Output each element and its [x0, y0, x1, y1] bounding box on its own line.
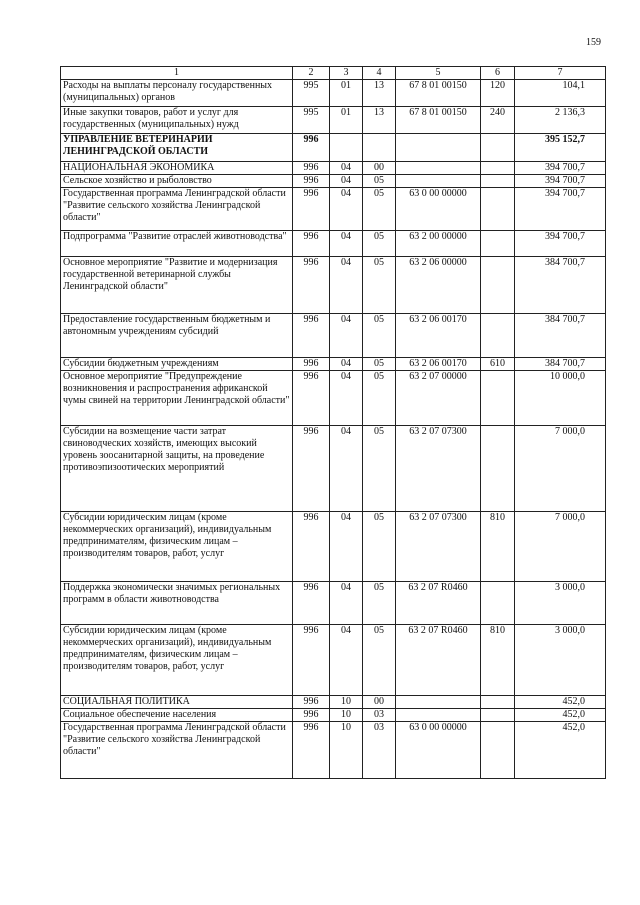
cell-vr	[481, 134, 515, 162]
cell-gr: 996	[293, 709, 330, 722]
table-row	[61, 358, 606, 371]
cell-name: Государственная программа Ленинградской области "Развитие сельского хозяйства Ленинградской области"	[61, 722, 293, 779]
cell-gr: 996	[293, 625, 330, 696]
cell-csr: 63 0 00 00000	[396, 188, 481, 231]
cell-name: Основное мероприятие "Развитие и модернизация государственной ветеринарной службы Ленинградской области"	[61, 257, 293, 314]
table-row	[61, 257, 606, 314]
table-row	[61, 426, 606, 512]
cell-name: Субсидии на возмещение части затрат свиноводческих хозяйств, имеющих высокий уровень зоосанитарной защиты, на проведение противоэпизоотических мероприятий	[61, 426, 293, 512]
cell-rz: 01	[330, 107, 363, 134]
cell-rz	[330, 134, 363, 162]
cell-pr: 13	[363, 80, 396, 107]
cell-rz: 04	[330, 512, 363, 582]
cell-pr: 05	[363, 231, 396, 257]
cell-vr	[481, 175, 515, 188]
cell-rz: 10	[330, 696, 363, 709]
cell-pr: 00	[363, 696, 396, 709]
cell-rz: 01	[330, 80, 363, 107]
header-row	[61, 67, 606, 80]
cell-csr: 63 2 07 07300	[396, 512, 481, 582]
cell-vr: 610	[481, 358, 515, 371]
cell-gr: 996	[293, 512, 330, 582]
cell-vr: 810	[481, 625, 515, 696]
cell-vr	[481, 426, 515, 512]
header-cell: 5	[396, 67, 481, 80]
cell-name: Социальное обеспечение населения	[61, 709, 293, 722]
cell-gr: 996	[293, 257, 330, 314]
cell-pr: 03	[363, 709, 396, 722]
cell-pr: 13	[363, 107, 396, 134]
cell-gr: 996	[293, 582, 330, 625]
cell-sum: 452,0	[515, 709, 606, 722]
cell-vr	[481, 188, 515, 231]
cell-name: СОЦИАЛЬНАЯ ПОЛИТИКА	[61, 696, 293, 709]
table-row	[61, 134, 606, 162]
cell-rz: 10	[330, 709, 363, 722]
cell-sum: 394 700,7	[515, 175, 606, 188]
cell-pr: 05	[363, 512, 396, 582]
header-cell: 7	[515, 67, 606, 80]
cell-csr: 63 0 00 00000	[396, 722, 481, 779]
table-row	[61, 107, 606, 134]
table-row	[61, 512, 606, 582]
cell-gr: 996	[293, 371, 330, 426]
cell-name: Субсидии бюджетным учреждениям	[61, 358, 293, 371]
cell-rz: 04	[330, 175, 363, 188]
cell-csr: 63 2 06 00170	[396, 314, 481, 358]
cell-gr: 996	[293, 722, 330, 779]
table-row	[61, 188, 606, 231]
cell-name: УПРАВЛЕНИЕ ВЕТЕРИНАРИИ ЛЕНИНГРАДСКОЙ ОБЛАСТИ	[61, 134, 293, 162]
cell-name: Сельское хозяйство и рыболовство	[61, 175, 293, 188]
table-row	[61, 80, 606, 107]
cell-pr: 05	[363, 358, 396, 371]
header-cell: 4	[363, 67, 396, 80]
cell-name: Расходы на выплаты персоналу государственных (муниципальных) органов	[61, 80, 293, 107]
cell-csr	[396, 709, 481, 722]
cell-pr: 00	[363, 162, 396, 175]
cell-csr: 63 2 07 00000	[396, 371, 481, 426]
cell-gr: 996	[293, 314, 330, 358]
cell-sum: 2 136,3	[515, 107, 606, 134]
header-cell: 2	[293, 67, 330, 80]
cell-sum: 394 700,7	[515, 231, 606, 257]
cell-rz: 04	[330, 358, 363, 371]
cell-vr: 240	[481, 107, 515, 134]
cell-sum: 3 000,0	[515, 582, 606, 625]
cell-rz: 04	[330, 371, 363, 426]
cell-pr: 05	[363, 426, 396, 512]
cell-sum: 384 700,7	[515, 257, 606, 314]
cell-pr: 05	[363, 371, 396, 426]
cell-csr: 63 2 07 R0460	[396, 625, 481, 696]
header-cell: 6	[481, 67, 515, 80]
cell-gr: 996	[293, 188, 330, 231]
cell-sum: 384 700,7	[515, 358, 606, 371]
cell-gr: 995	[293, 80, 330, 107]
cell-vr	[481, 257, 515, 314]
cell-pr: 03	[363, 722, 396, 779]
table-row	[61, 314, 606, 358]
cell-gr: 996	[293, 231, 330, 257]
cell-csr: 67 8 01 00150	[396, 80, 481, 107]
cell-vr: 810	[481, 512, 515, 582]
cell-rz: 04	[330, 426, 363, 512]
cell-vr	[481, 582, 515, 625]
cell-sum: 3 000,0	[515, 625, 606, 696]
header-cell: 1	[61, 67, 293, 80]
cell-pr: 05	[363, 314, 396, 358]
cell-gr: 995	[293, 107, 330, 134]
cell-pr: 05	[363, 582, 396, 625]
cell-pr: 05	[363, 257, 396, 314]
cell-csr: 67 8 01 00150	[396, 107, 481, 134]
cell-vr	[481, 709, 515, 722]
cell-csr: 63 2 06 00000	[396, 257, 481, 314]
cell-pr: 05	[363, 188, 396, 231]
cell-pr: 05	[363, 625, 396, 696]
cell-gr: 996	[293, 426, 330, 512]
cell-vr: 120	[481, 80, 515, 107]
cell-csr: 63 2 00 00000	[396, 231, 481, 257]
cell-gr: 996	[293, 358, 330, 371]
cell-sum: 7 000,0	[515, 512, 606, 582]
cell-vr	[481, 722, 515, 779]
table-row	[61, 625, 606, 696]
cell-rz: 10	[330, 722, 363, 779]
cell-name: Государственная программа Ленинградской области "Развитие сельского хозяйства Ленинградской области"	[61, 188, 293, 231]
cell-sum: 394 700,7	[515, 162, 606, 175]
cell-vr	[481, 314, 515, 358]
cell-gr: 996	[293, 175, 330, 188]
cell-name: Субсидии юридическим лицам (кроме некоммерческих организаций), индивидуальным предпринимателям, физическим лицам – производителям товаров, работ, услуг	[61, 625, 293, 696]
cell-rz: 04	[330, 314, 363, 358]
cell-name: Основное мероприятие "Предупреждение возникновения и распространения африканской чумы свиней на территории Ленинградской области"	[61, 371, 293, 426]
table-row	[61, 696, 606, 709]
cell-rz: 04	[330, 231, 363, 257]
cell-pr	[363, 134, 396, 162]
table-row	[61, 231, 606, 257]
cell-vr	[481, 696, 515, 709]
cell-csr	[396, 175, 481, 188]
cell-name: Иные закупки товаров, работ и услуг для государственных (муниципальных) нужд	[61, 107, 293, 134]
cell-gr: 996	[293, 162, 330, 175]
cell-gr: 996	[293, 696, 330, 709]
budget-table	[60, 66, 606, 779]
table-row	[61, 709, 606, 722]
table-row	[61, 371, 606, 426]
cell-csr: 63 2 06 00170	[396, 358, 481, 371]
cell-sum: 452,0	[515, 722, 606, 779]
cell-gr: 996	[293, 134, 330, 162]
cell-sum: 394 700,7	[515, 188, 606, 231]
cell-rz: 04	[330, 582, 363, 625]
cell-sum: 395 152,7	[515, 134, 606, 162]
cell-pr: 05	[363, 175, 396, 188]
cell-sum: 7 000,0	[515, 426, 606, 512]
cell-sum: 384 700,7	[515, 314, 606, 358]
cell-csr	[396, 162, 481, 175]
cell-name: НАЦИОНАЛЬНАЯ ЭКОНОМИКА	[61, 162, 293, 175]
header-cell: 3	[330, 67, 363, 80]
cell-rz: 04	[330, 625, 363, 696]
cell-csr: 63 2 07 07300	[396, 426, 481, 512]
cell-name: Подпрограмма "Развитие отраслей животноводства"	[61, 231, 293, 257]
cell-rz: 04	[330, 257, 363, 314]
cell-sum: 452,0	[515, 696, 606, 709]
cell-csr: 63 2 07 R0460	[396, 582, 481, 625]
table-row	[61, 175, 606, 188]
cell-csr	[396, 696, 481, 709]
cell-vr	[481, 371, 515, 426]
table-row	[61, 582, 606, 625]
cell-rz: 04	[330, 162, 363, 175]
cell-name: Предоставление государственным бюджетным и автономным учреждениям субсидий	[61, 314, 293, 358]
cell-sum: 104,1	[515, 80, 606, 107]
cell-sum: 10 000,0	[515, 371, 606, 426]
cell-name: Субсидии юридическим лицам (кроме некоммерческих организаций), индивидуальным предпринимателям, физическим лицам – производителям товаров, работ, услуг	[61, 512, 293, 582]
cell-vr	[481, 162, 515, 175]
cell-rz: 04	[330, 188, 363, 231]
table-row	[61, 162, 606, 175]
table-row	[61, 722, 606, 779]
page-number: 159	[586, 37, 601, 48]
cell-vr	[481, 231, 515, 257]
cell-csr	[396, 134, 481, 162]
cell-name: Поддержка экономически значимых региональных программ в области животноводства	[61, 582, 293, 625]
